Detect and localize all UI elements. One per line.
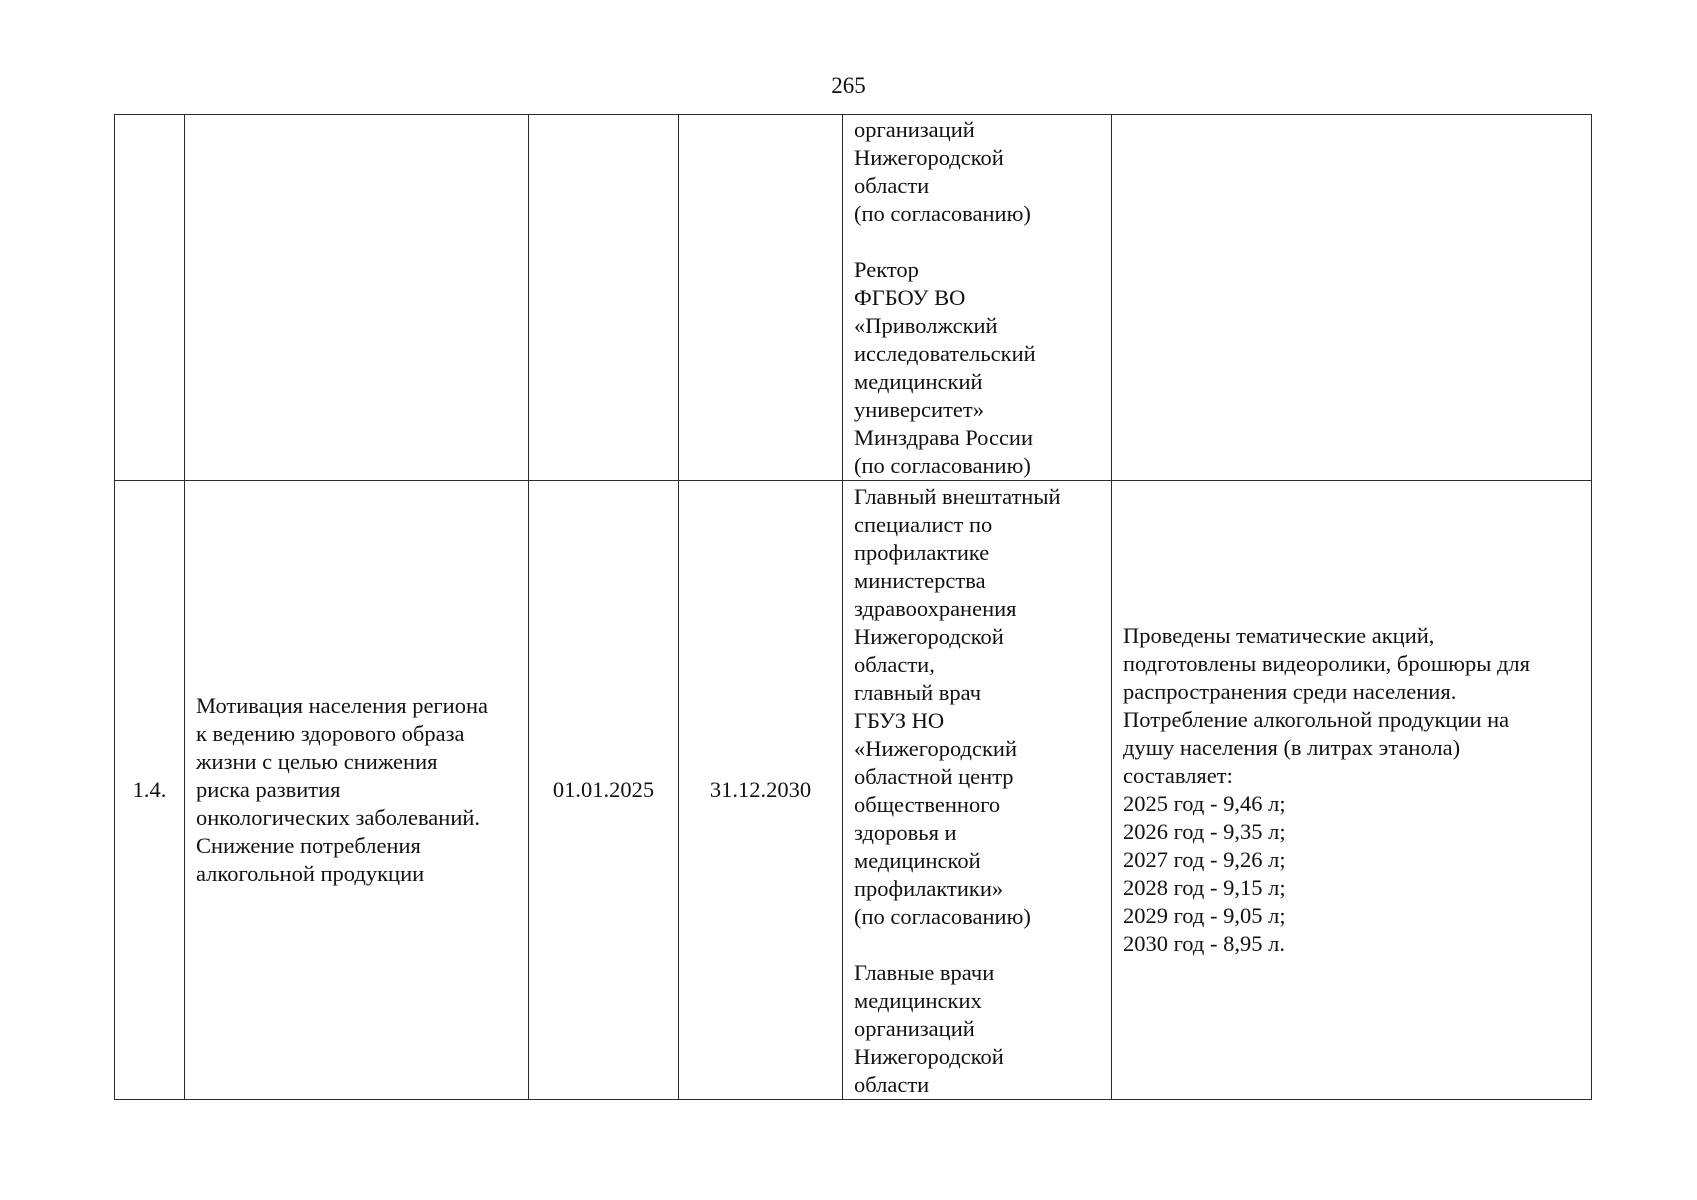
row-number-cell: 1.4. — [115, 481, 185, 1100]
result-line: 2029 год - 9,05 л; — [1123, 903, 1286, 928]
responsible-line: Минздрава России — [854, 425, 1034, 450]
responsible-line: области — [854, 173, 930, 198]
end-date-cell: 31.12.2030 — [679, 481, 843, 1100]
responsible-block — [854, 116, 1107, 228]
responsible-line: «Приволжский — [854, 313, 998, 338]
responsible-line: университет» — [854, 397, 984, 422]
start-date-cell — [529, 115, 679, 481]
responsible-cell — [843, 481, 1112, 1100]
responsible-line: (по согласованию) — [854, 201, 1031, 226]
responsible-line: Нижегородской — [854, 145, 1004, 170]
description-line: жизни с целью снижения — [196, 749, 438, 774]
description-line: Снижение потребления — [196, 833, 421, 858]
description-line: Мотивация населения региона — [196, 693, 488, 718]
responsible-line: здоровья и — [854, 820, 957, 845]
responsible-block — [854, 959, 1107, 1099]
responsible-line: медицинских — [854, 988, 982, 1013]
responsible-line: организаций — [854, 117, 975, 142]
description-cell — [185, 481, 529, 1100]
result-line: 2030 год - 8,95 л. — [1123, 931, 1285, 956]
end-date-cell — [679, 115, 843, 481]
responsible-line: ГБУЗ НО — [854, 708, 945, 733]
row-number-cell — [115, 115, 185, 481]
responsible-line: области — [854, 1072, 930, 1097]
result-line: Потребление алкогольной продукции на — [1123, 707, 1510, 732]
responsible-line: ФГБОУ ВО — [854, 285, 966, 310]
responsible-line: Нижегородской — [854, 624, 1004, 649]
description-line: онкологических заболеваний. — [196, 805, 481, 830]
responsible-line: Главный внештатный — [854, 484, 1061, 509]
responsible-line: Нижегородской — [854, 1044, 1004, 1069]
responsible-line: общественного — [854, 792, 1001, 817]
responsible-line: здравоохранения — [854, 596, 1017, 621]
responsible-line: специалист по — [854, 512, 993, 537]
table-row — [115, 115, 1592, 481]
description-line: риска развития — [196, 777, 341, 802]
page-number: 265 — [831, 73, 866, 98]
result-cell — [1112, 481, 1592, 1100]
responsible-block — [854, 483, 1107, 931]
responsible-line: медицинской — [854, 848, 981, 873]
table-row — [115, 481, 1592, 1100]
description-line: алкогольной продукции — [196, 861, 425, 886]
responsible-line: главный врач — [854, 680, 982, 705]
result-line: Проведены тематические акций, — [1123, 623, 1435, 648]
result-cell — [1112, 115, 1592, 481]
result-line: 2025 год - 9,46 л; — [1123, 791, 1286, 816]
responsible-line: исследовательский — [854, 341, 1036, 366]
result-line: душу населения (в литрах этанола) — [1123, 735, 1461, 760]
responsible-line: (по согласованию) — [854, 904, 1031, 929]
responsible-line: профилактике — [854, 540, 990, 565]
result-line: распространения среди населения. — [1123, 679, 1457, 704]
responsible-line: медицинский — [854, 369, 983, 394]
description-cell — [185, 115, 529, 481]
result-line: составляет: — [1123, 763, 1233, 788]
description-line: к ведению здорового образа — [196, 721, 465, 746]
responsible-line: областной центр — [854, 764, 1014, 789]
result-line: подготовлены видеоролики, брошюры для — [1123, 651, 1530, 676]
responsible-line: (по согласованию) — [854, 453, 1031, 478]
measures-table — [114, 114, 1592, 1100]
start-date-cell: 01.01.2025 — [529, 481, 679, 1100]
responsible-line: организаций — [854, 1016, 975, 1041]
result-line: 2027 год - 9,26 л; — [1123, 847, 1286, 872]
result-line: 2026 год - 9,35 л; — [1123, 819, 1286, 844]
responsible-line: министерства — [854, 568, 986, 593]
responsible-line: профилактики» — [854, 876, 1004, 901]
responsible-block — [854, 256, 1107, 480]
responsible-line: Ректор — [854, 257, 919, 282]
responsible-cell — [843, 115, 1112, 481]
responsible-line: области, — [854, 652, 935, 677]
result-line: 2028 год - 9,15 л; — [1123, 875, 1286, 900]
responsible-line: Главные врачи — [854, 960, 995, 985]
responsible-line: «Нижегородский — [854, 736, 1017, 761]
